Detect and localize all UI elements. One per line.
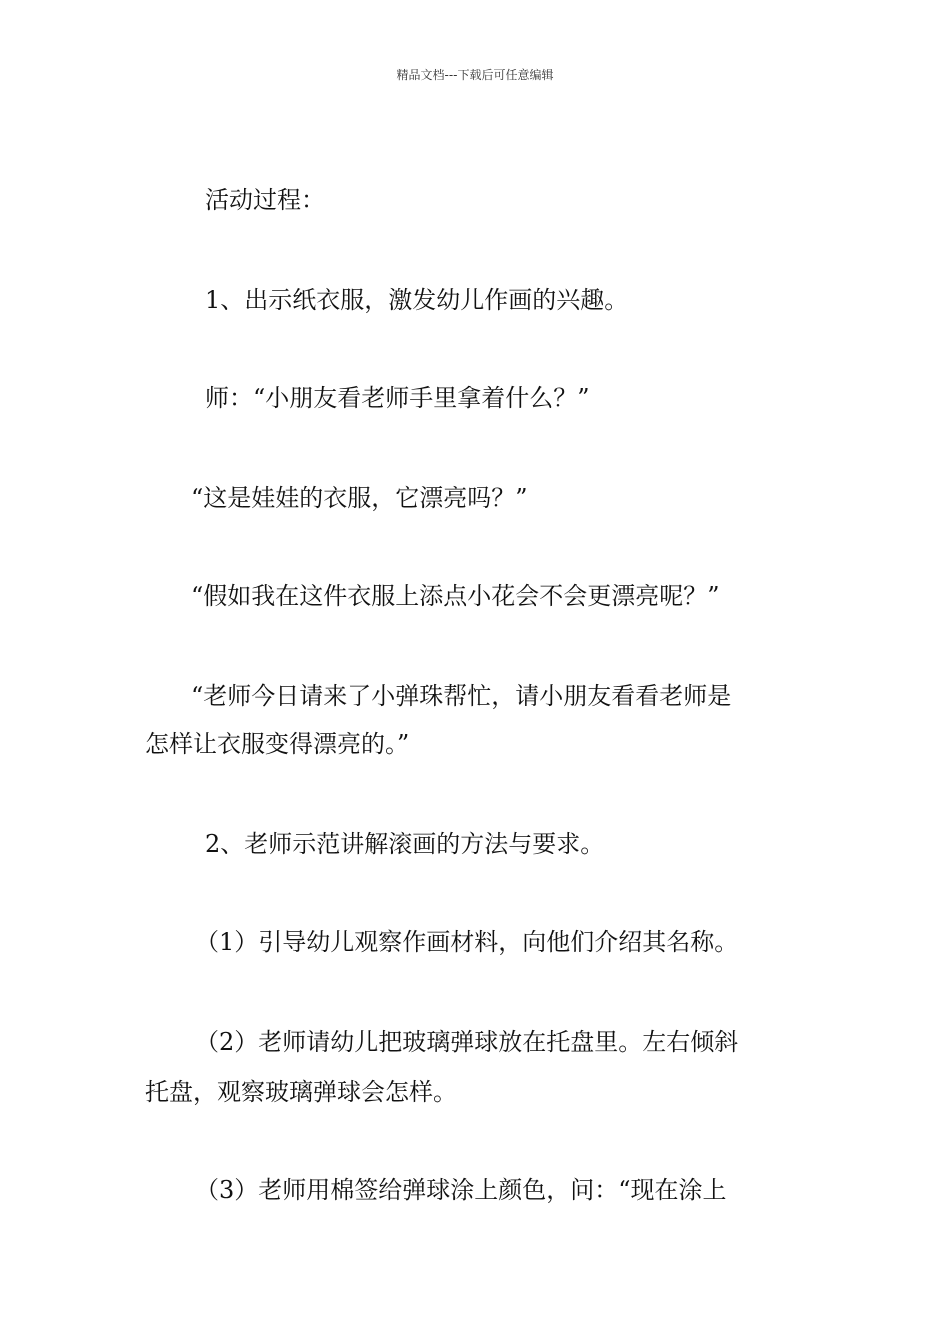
paragraph-line: 2、老师示范讲解滚画的方法与要求。 [205,830,605,858]
paragraph-line: 1、出示纸衣服，激发幼儿作画的兴趣。 [205,286,629,314]
paragraph-line: “这是娃娃的衣服，它漂亮吗？” [191,484,528,512]
section-heading: 活动过程： [205,186,325,214]
paragraph-line: （3）老师用棉签给弹球涂上颜色，问：“现在涂上 [195,1176,727,1204]
paragraph-line: “老师今日请来了小弹珠帮忙，请小朋友看看老师是 [191,682,732,710]
paragraph-line: “假如我在这件衣服上添点小花会不会更漂亮呢？” [191,582,720,610]
paragraph-line: （1）引导幼儿观察作画材料，向他们介绍其名称。 [195,928,739,956]
paragraph-line: （2）老师请幼儿把玻璃弹球放在托盘里。左右倾斜 [195,1028,739,1056]
paragraph-line: 托盘，观察玻璃弹球会怎样。 [145,1078,457,1106]
paragraph-line: 怎样让衣服变得漂亮的。” [145,730,410,758]
paragraph-line: 师：“小朋友看老师手里拿着什么？” [205,384,590,412]
page-header: 精品文档---下载后可任意编辑 [396,68,554,82]
